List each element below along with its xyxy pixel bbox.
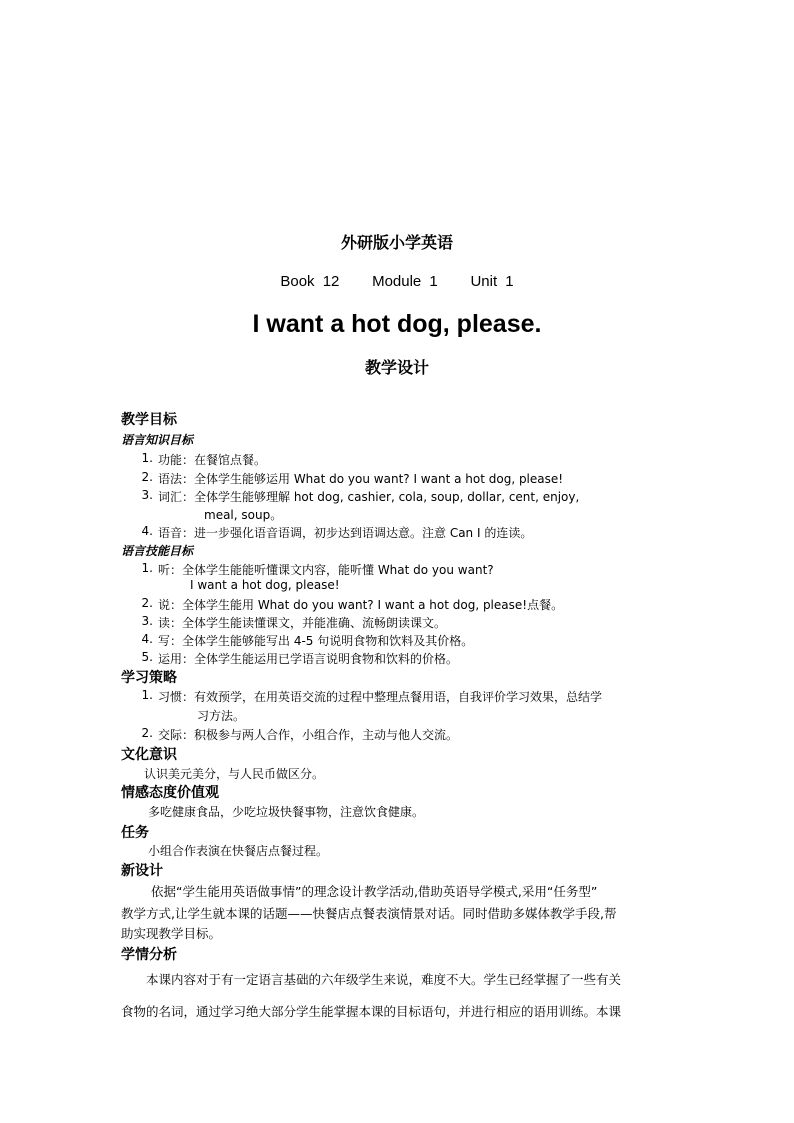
- item-text: 写：全体学生能够能写出 4-5 句说明食物和饮料及其价格。: [158, 634, 474, 648]
- item-text: 读：全体学生能读懂课文，并能准确、流畅朗读课文。: [158, 616, 447, 630]
- item-text: 习惯：有效预学，在用英语交流的过程中整理点餐用语，自我评价学习效果，总结学: [158, 690, 603, 704]
- item-number: 2.: [141, 596, 153, 610]
- knowledge-objectives-heading: 语言知识目标: [121, 433, 194, 447]
- item-text: 听：全体学生能能听懂课文内容，能听懂 What do you want?: [158, 563, 494, 577]
- item-number: 5.: [141, 650, 153, 664]
- item-text: 语音：进一步强化语音语调，初步达到语调达意。注意 Can I 的连读。: [158, 526, 533, 540]
- book-module-unit: Book 12 Module 1 Unit 1: [280, 273, 514, 290]
- culture-text: 认识美元美分，与人民币做区分。: [144, 767, 325, 781]
- document-type: 教学设计: [364, 358, 429, 377]
- item-text: 功能：在餐馆点餐。: [158, 453, 267, 467]
- item-continuation: meal, soup。: [204, 508, 283, 522]
- item-continuation: 习方法。: [197, 709, 246, 723]
- item-text: 说：全体学生能用 What do you want? I want a hot dog, please!点餐。: [158, 598, 564, 612]
- analysis-line: 食物的名词，通过学习绝大部分学生能掌握本课的目标语句，并进行相应的语用训练。本课: [121, 1004, 622, 1019]
- item-text: 交际：积极参与两人合作，小组合作，主动与他人交流。: [158, 728, 459, 742]
- design-line: 依据“学生能用英语做事情”的理念设计教学活动,借助英语导学模式,采用“任务型”: [151, 884, 598, 899]
- culture-heading: 文化意识: [121, 747, 177, 763]
- item-text: 词汇：全体学生能够理解 hot dog, cashier, cola, soup, dollar, cent, enjoy,: [158, 490, 580, 504]
- design-line: 教学方式,让学生就本课的话题——快餐店点餐表演情景对话。同时借助多媒体教学手段,帮: [121, 906, 617, 921]
- item-continuation: I want a hot dog, please!: [190, 578, 340, 592]
- item-number: 1.: [141, 561, 153, 575]
- design-heading: 新设计: [121, 863, 163, 879]
- design-line: 助实现教学目标。: [121, 926, 222, 941]
- analysis-heading: 学情分析: [121, 947, 177, 963]
- item-number: 1.: [141, 688, 153, 702]
- item-number: 3.: [141, 614, 153, 628]
- document-title: 外研版小学英语: [340, 233, 453, 252]
- item-number: 1.: [141, 451, 153, 465]
- item-text: 运用：全体学生能运用已学语言说明食物和饮料的价格。: [158, 652, 459, 666]
- item-number: 2.: [141, 470, 153, 484]
- skills-objectives-heading: 语言技能目标: [121, 544, 194, 558]
- task-text: 小组合作表演在快餐店点餐过程。: [148, 844, 329, 858]
- attitude-heading: 情感态度价值观: [121, 785, 219, 801]
- analysis-line: 本课内容对于有一定语言基础的六年级学生来说，难度不大。学生已经掌握了一些有关: [146, 972, 622, 987]
- item-number: 3.: [141, 488, 153, 502]
- item-number: 4.: [141, 632, 153, 646]
- item-number: 4.: [141, 524, 153, 538]
- attitude-text: 多吃健康食品，少吃垃圾快餐事物，注意饮食健康。: [148, 805, 425, 819]
- item-number: 2.: [141, 726, 153, 740]
- objectives-heading: 教学目标: [121, 412, 177, 428]
- strategy-heading: 学习策略: [121, 670, 177, 686]
- task-heading: 任务: [121, 825, 149, 841]
- lesson-title: I want a hot dog, please.: [252, 310, 542, 338]
- item-text: 语法：全体学生能够运用 What do you want? I want a hot dog, please!: [158, 472, 564, 486]
